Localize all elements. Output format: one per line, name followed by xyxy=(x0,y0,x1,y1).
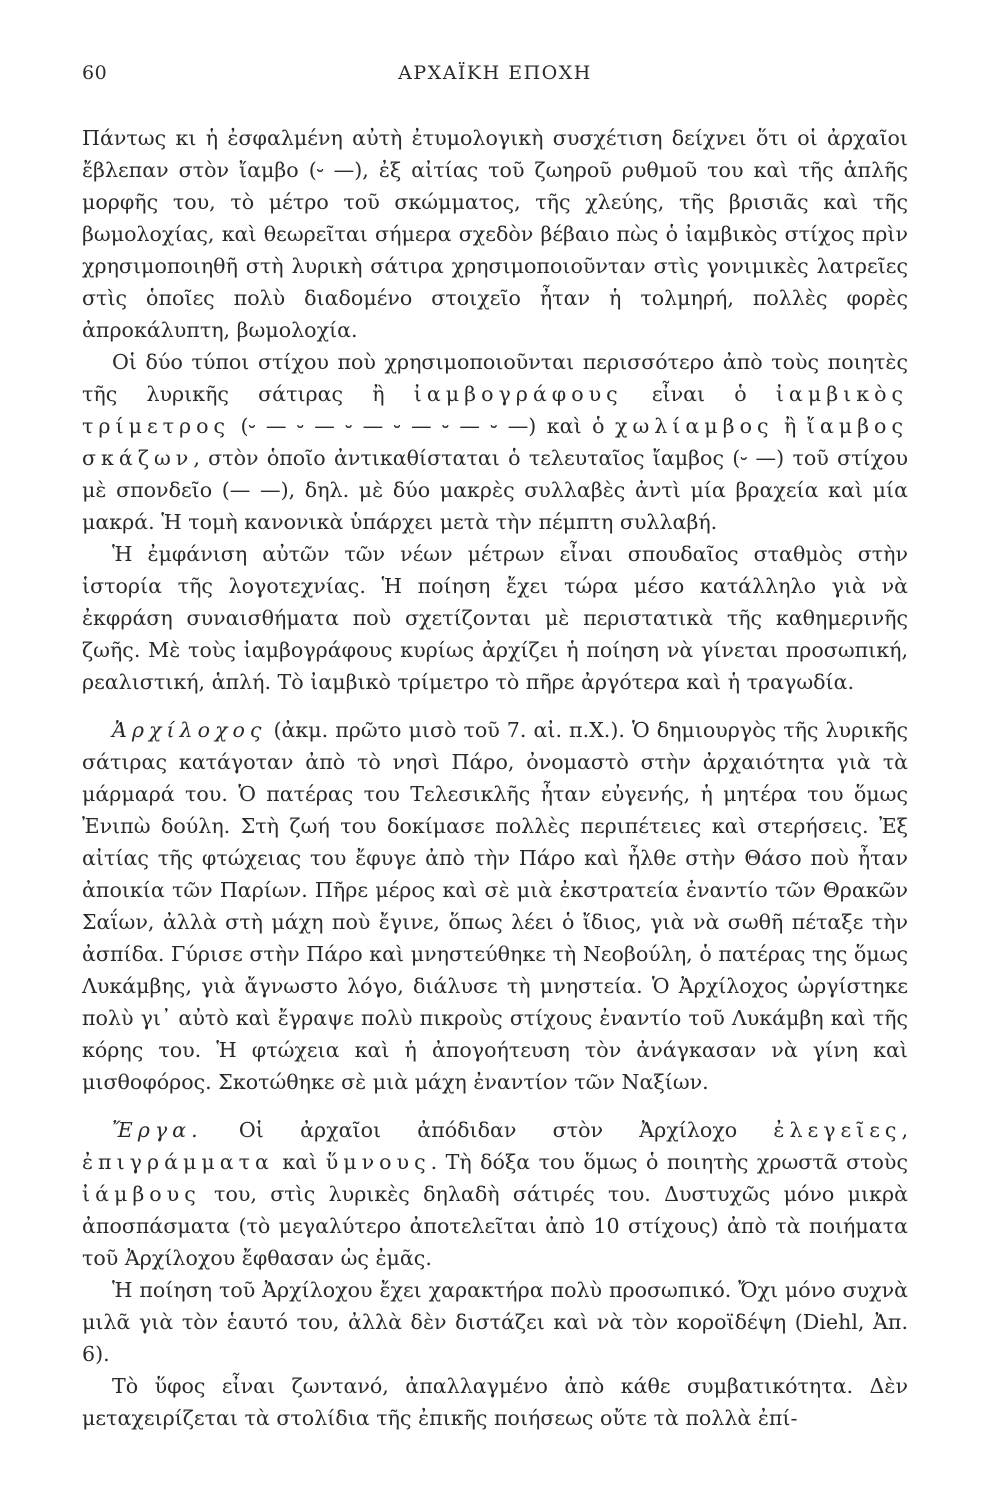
poet-name: Ἀρχίλοχος xyxy=(112,718,267,742)
section-label: Ἔργα. xyxy=(112,1118,203,1142)
text-run: του, στὶς λυρικὲς δηλαδὴ σάτιρές του. Δυστυχῶς μόνο μικρὰ ἀποσπάσματα (τὸ μεγαλύτερο ἀποτελεῖται ἀπὸ 10 στίχους) ἀπὸ τὰ ποιήματα τοῦ Ἀρχίλοχου ἔφθασαν ὡς ἐμᾶς. xyxy=(82,1182,908,1270)
text-run: (⏑ — ⏑ — ⏑ — ⏑ — ⏑ — ⏑ —) καὶ ὁ xyxy=(230,414,615,438)
text-run: , xyxy=(901,1118,908,1142)
text-run: . Τὴ δόξα του ὅμως ὁ ποιητὴς χρωστᾶ στοὺς xyxy=(430,1150,908,1174)
spaced-term: ἰάμβους xyxy=(82,1182,201,1206)
paragraph-etymology: Πάντως κι ἡ ἐσφαλμένη αὐτὴ ἐτυμολογικὴ συσχέτιση δείχνει ὅτι οἱ ἀρχαῖοι ἔβλεπαν στὸν ἴαμβο (⏑ —), ἐξ αἰτίας τοῦ ζωηροῦ ρυθμοῦ του καὶ τῆς ἁπλῆς μορφῆς του, τὸ μέτρο τοῦ σκώμματος, τῆς χλεύης, τῆς βρισιᾶς καὶ τῆς βωμολοχίας, καὶ θεωρεῖται σήμερα σχεδὸν βέβαιο πὼς ὁ ἰαμβικὸς στίχος πρὶν χρησιμοποιηθῆ στὴ λυρικὴ σάτιρα χρησιμοποιοῦνταν στὶς γονιμικὲς λατρεῖες στὶς ὁποῖες πολὺ διαδομένο στοιχεῖο ἦταν ἡ τολμηρή, πολλὲς φορὲς ἀπροκάλυπτη, βωμολοχία. xyxy=(82,126,908,342)
paragraph-personal-character: Ἡ ποίηση τοῦ Ἀρχίλοχου ἔχει χαρακτήρα πολὺ προσωπικό. Ὄχι μόνο συχνὰ μιλᾶ γιὰ τὸν ἑαυτό του, ἀλλὰ δὲν διστάζει καὶ νὰ τὸν κοροϊδέψη (Diehl, Ἀπ. 6). xyxy=(82,1278,908,1366)
text-run: Οἱ δύο τύποι στίχου ποὺ χρησιμοποιοῦνται περισσότερο ἀπὸ τοὺς ποιητὲς τῆς λυρικῆς σάτιρας ἢ xyxy=(82,350,908,406)
paragraph-archilochus-bio xyxy=(82,714,908,1098)
running-head xyxy=(82,62,908,90)
paragraph-works xyxy=(82,1114,908,1274)
text-run: εἶναι ὁ xyxy=(622,382,776,406)
spaced-term: χωλίαμβος xyxy=(614,414,774,438)
running-title: ΑΡΧΑΪΚΗ ΕΠΟΧΗ xyxy=(398,62,592,84)
text-run: (ἀκμ. πρῶτο μισὸ τοῦ 7. αἰ. π.Χ.). Ὁ δημιουργὸς τῆς λυρικῆς σάτιρας κατάγοταν ἀπὸ τὸ νησὶ Πάρο, ὀνομαστὸ στὴν ἀρχαιότητα γιὰ τὰ μάρμαρά του. Ὁ πατέρας του Τελεσικλῆς ἦταν εὐγενής, ἡ μητέρα του ὅμως Ἐνιπὼ δούλη. Στὴ ζωή του δοκίμασε πολλὲς περιπέτειες καὶ στερήσεις. Ἐξ αἰτίας τῆς φτώχειας του ἔφυγε ἀπὸ τὴν Πάρο καὶ ἦλθε στὴν Θάσο ποὺ ἦταν ἀποικία τῶν Παρίων. Πῆρε μέρος καὶ σὲ μιὰ ἐκστρατεία ἐναντίο τῶν Θρακῶν Σαΐων, ἀλλὰ στὴ μάχη ποὺ ἔγινε, ὅπως λέει ὁ ἴδιος, γιὰ νὰ σωθῆ πέταξε τὴν ἀσπίδα. Γύρισε στὴν Πάρο καὶ μνηστεύθηκε τὴ Νεοβούλη, ὁ πατέρας της ὅμως Λυκάμβης, γιὰ ἄγνωστο λόγο, διάλυσε τὴ μνηστεία. Ὁ Ἀρχίλοχος ὠργίστηκε πολὺ γι᾽ αὐτὸ καὶ ἔγραψε πολὺ πικροὺς στίχους ἐναντίο τοῦ Λυκάμβη καὶ τῆς κόρης του. Ἡ φτώχεια καὶ ἡ ἀπογοήτευση τὸν ἀνάγκασαν νὰ γίνη καὶ μισθοφόρος. Σκοτώθηκε σὲ μιὰ μάχη ἐναντίον τῶν Ναξίων. xyxy=(82,718,908,1094)
spaced-term: ἰαμβογράφους xyxy=(413,382,623,406)
body-text xyxy=(82,122,908,1434)
text-run: ἢ xyxy=(773,414,807,438)
page-number: 60 xyxy=(82,62,108,84)
text-run: καὶ xyxy=(273,1150,326,1174)
paragraph-significance: Ἡ ἐμφάνιση αὐτῶν τῶν νέων μέτρων εἶναι σπουδαῖος σταθμὸς στὴν ἱστορία τῆς λογοτεχνίας. Ἡ ποίηση ἔχει τώρα μέσο κατάλληλο γιὰ νὰ ἐκφράση συναισθήματα ποὺ σχετίζονται μὲ περιστατικὰ τῆς καθημερινῆς ζωῆς. Μὲ τοὺς ἰαμβογράφους κυρίως ἀρχίζει ἡ ποίηση νὰ γίνεται προσωπική, ρεαλιστική, ἁπλή. Τὸ ἰαμβικὸ τρίμετρο τὸ πῆρε ἀργότερα καὶ ἡ τραγωδία. xyxy=(82,542,908,694)
spaced-term: ἰαμβικὸς τρίμετρος xyxy=(82,382,909,438)
spaced-term: ἐπιγράμματα xyxy=(82,1150,274,1174)
spaced-term: ἐλεγεῖες xyxy=(773,1118,902,1142)
paragraph-verse-types xyxy=(82,346,908,538)
text-run: , στὸν ὁποῖο ἀντικαθίσταται ὁ τελευταῖος ἴαμβος (⏑ —) τοῦ στίχου μὲ σπονδεῖο (— —), δηλ. μὲ δύο μακρὲς συλλαβὲς ἀντὶ μία βραχεία καὶ μία μακρά. Ἡ τομὴ κανονικὰ ὑπάρχει μετὰ τὴν πέμπτη συλλαβή. xyxy=(82,446,908,534)
text-run: Οἱ ἀρχαῖοι ἀπόδιδαν στὸν Ἀρχίλοχο xyxy=(202,1118,774,1142)
spaced-term: ὕμνους xyxy=(325,1150,431,1174)
spaced-term: ἴαμβος σκάζων xyxy=(82,414,908,470)
paragraph-style: Τὸ ὕφος εἶναι ζωντανό, ἀπαλλαγμένο ἀπὸ κάθε συμβατικότητα. Δὲν μεταχειρίζεται τὰ στολίδια τῆς ἐπικῆς ποιήσεως οὔτε τὰ πολλὰ ἐπί- xyxy=(82,1374,908,1430)
